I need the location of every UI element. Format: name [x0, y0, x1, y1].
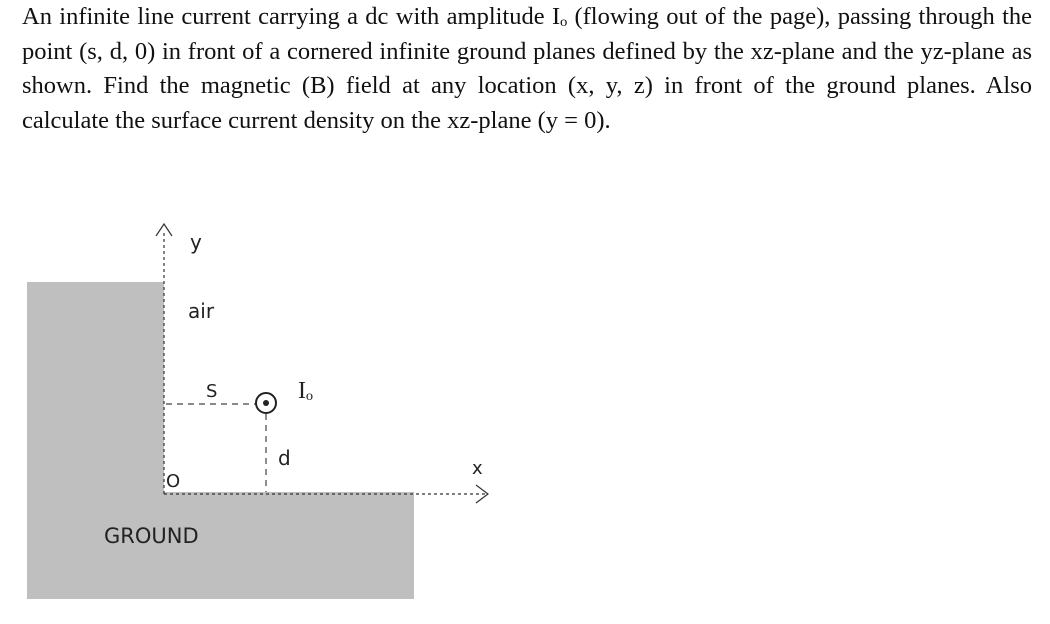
s-label: S — [206, 381, 218, 402]
dot-in-circle-icon — [256, 393, 276, 413]
air-label: air — [188, 299, 215, 323]
y-axis-label: y — [190, 230, 202, 254]
d-label: d — [278, 446, 291, 470]
ground-label: GROUND — [104, 524, 199, 548]
problem-statement: An infinite line current carrying a dc with amplitude Iₒ (flowing out of the page), passing through the point (s, d, 0) in front of a cornered infinite ground planes defined by the xz-plane and the yz-plane as shown. Find the magnetic (B) field at any location (x, y, z) in front of the ground planes. Also calculate the surface current density on the xz-plane (y = 0). — [22, 3, 1032, 134]
current-label: Iₒ — [298, 378, 313, 404]
origin-label: O — [166, 471, 181, 492]
ground-floor-region — [27, 492, 414, 599]
x-axis-label: x — [472, 458, 483, 479]
